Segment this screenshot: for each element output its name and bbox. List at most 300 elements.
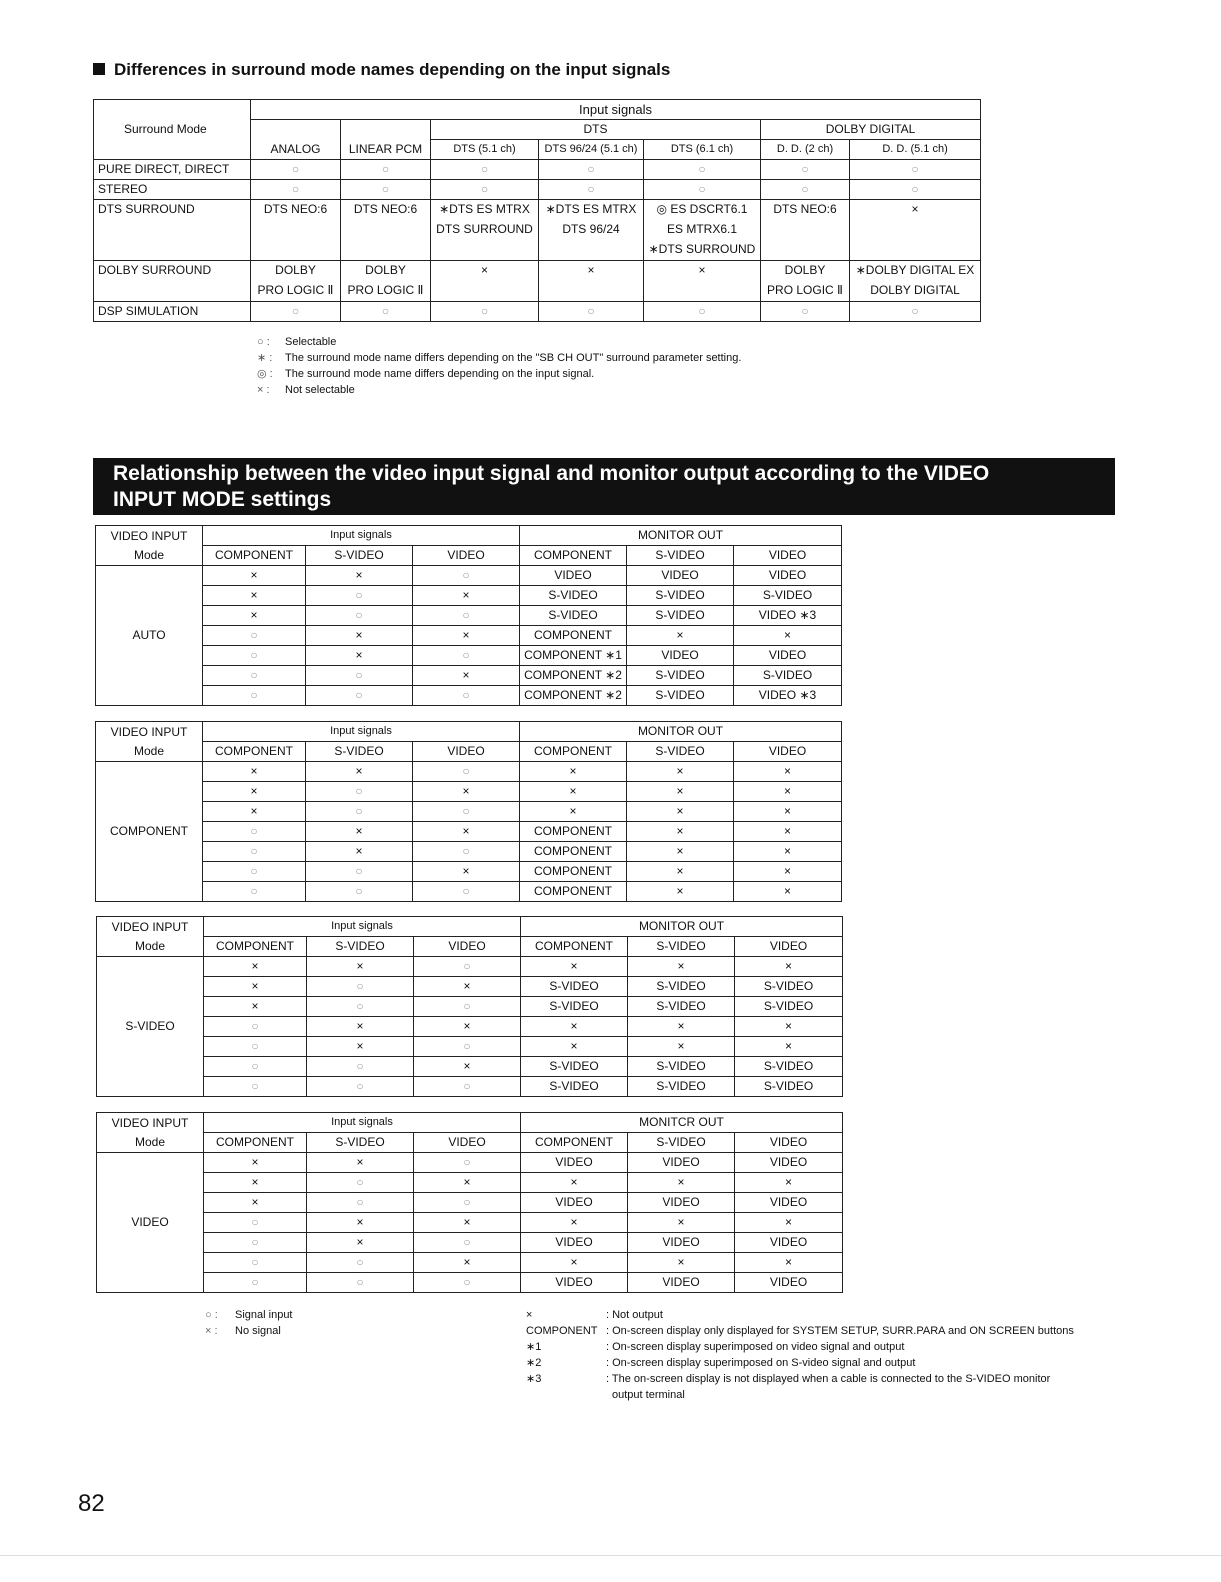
table-cell: × [203,782,306,802]
table-row [97,977,843,997]
table-row [97,1253,843,1273]
table-row [97,957,843,977]
table-row [97,1037,843,1057]
table-row [97,1017,843,1037]
cell-line: ∗DOLBY DIGITAL EX [855,263,975,277]
section-banner: Relationship between the video input signal and monitor output according to the VIDEO INPUT MODE settings [93,458,1115,515]
table-cell: S-VIDEO [521,1077,628,1097]
table-cell: ○ [307,1253,414,1273]
table-cell: VIDEO ∗3 [734,606,842,626]
table-cell: ○ [307,1077,414,1097]
table-cell: × [627,882,734,902]
col-header: VIDEO [414,937,521,957]
table-cell: × [627,762,734,782]
table-cell: S-VIDEO [735,1057,843,1077]
table-cell: ○ [307,997,414,1017]
table-cell: ○ [306,782,413,802]
table-cell: ○ [850,302,981,322]
surround-legend [257,334,741,398]
cell-line: DOLBY DIGITAL [870,283,960,297]
input-signals-header: Input signals [203,526,520,546]
legend-item: ∗3 : The on-screen display is not displayed when a cable is connected to the S-VIDEO monitor [526,1373,1051,1385]
cell-line: PRO LOGIC Ⅱ [347,283,424,297]
table-cell: × [627,862,734,882]
table-cell: × [735,1253,843,1273]
table-row [94,200,981,261]
table-row [94,261,981,302]
cell-line: DOLBY [365,263,406,277]
table-cell: × [521,1173,628,1193]
table-cell: S-VIDEO [521,977,628,997]
table-cell: × [414,1173,521,1193]
table-cell: ○ [414,1153,521,1173]
table-cell: ○ [307,977,414,997]
table-cell: COMPONENT ∗2 [520,686,627,706]
col-header: S-VIDEO [307,1133,414,1153]
table-cell: × [735,957,843,977]
table-cell: × [306,626,413,646]
video-legend-right [526,1307,1074,1403]
table-row [94,160,981,180]
table-cell: ○ [644,180,761,200]
table-cell: S-VIDEO [628,997,735,1017]
table-cell: VIDEO ∗3 [734,686,842,706]
table-cell: VIDEO [520,566,627,586]
corner-label: Surround Mode [94,100,251,160]
table-cell: × [306,762,413,782]
table-cell: × [734,782,842,802]
table-cell: × [734,862,842,882]
legend-item: × : Not selectable [257,384,355,396]
cell-line: × [911,202,919,216]
col-header: COMPONENT [203,546,306,566]
col-header: S-VIDEO [306,742,413,762]
video-mode-table-component [95,721,842,902]
table-cell: VIDEO [627,566,734,586]
table-cell: ○ [306,586,413,606]
table-cell: × [204,1173,307,1193]
table-cell: ○ [431,302,539,322]
table-cell: VIDEO [627,646,734,666]
table-cell: ○ [203,842,306,862]
table-cell: ○ [251,160,341,180]
table-cell: × [627,782,734,802]
monitor-out-header: MONITOR OUT [520,722,842,742]
table-cell: S-VIDEO [627,586,734,606]
table-row [97,1273,843,1293]
table-cell: S-VIDEO [734,666,842,686]
table-cell: × [628,957,735,977]
col-header: S-VIDEO [306,546,413,566]
mode-label: AUTO [96,566,203,706]
table-cell: ○ [431,180,539,200]
table-cell: ○ [306,606,413,626]
mode-header: VIDEO INPUT Mode [97,1113,204,1153]
table-cell: ○ [341,302,431,322]
table-cell: VIDEO [628,1233,735,1253]
table-cell: × [307,1213,414,1233]
table-cell: × [520,802,627,822]
table-cell [761,200,850,261]
table-cell: S-VIDEO [520,606,627,626]
table-cell: ○ [539,180,644,200]
col-header: VIDEO [735,1133,843,1153]
mode-label: VIDEO [97,1153,204,1293]
cell-line: ES MTRX6.1 [666,222,738,236]
table-cell: ○ [761,180,850,200]
table-cell: ○ [307,1273,414,1293]
table-row [96,646,842,666]
video-mode-table-s-video [96,916,843,1097]
table-cell: S-VIDEO [627,666,734,686]
table-cell: × [521,957,628,977]
table-row [94,180,981,200]
table-row [96,606,842,626]
table-cell: × [413,666,520,686]
table-cell: VIDEO [735,1233,843,1253]
table-cell: ○ [413,646,520,666]
table-cell: ○ [414,957,521,977]
legend-item: ◎ : The surround mode name differs depending on the input signal. [257,368,595,380]
cell-line: × [480,263,488,277]
section-title-surround: Differences in surround mode names depending on the input signals [93,60,670,80]
legend-item: ○ : Signal input [205,1309,293,1321]
table-cell: × [627,842,734,862]
table-cell: S-VIDEO [734,586,842,606]
col-header: D. D. (2 ch) [761,140,850,160]
table-cell: ○ [539,160,644,180]
table-cell: COMPONENT [520,882,627,902]
col-header: VIDEO [734,546,842,566]
cell-line: ∗DTS ES MTRX [439,202,530,216]
table-cell [644,200,761,261]
table-cell: ○ [539,302,644,322]
table-cell: COMPONENT [520,862,627,882]
table-cell: × [520,782,627,802]
table-cell: ○ [204,1233,307,1253]
table-cell: ○ [204,1273,307,1293]
cell-line: DTS NEO:6 [773,202,837,216]
table-cell: VIDEO [628,1193,735,1213]
table-cell: ○ [431,160,539,180]
cell-line: DTS SURROUND [436,222,533,236]
table-cell: × [735,1213,843,1233]
table-cell: × [521,1253,628,1273]
table-cell: S-VIDEO [735,977,843,997]
table-cell: S-VIDEO [521,997,628,1017]
table-row [96,822,842,842]
table-cell: × [413,862,520,882]
page-number: 82 [78,1490,105,1517]
table-cell: × [627,802,734,822]
table-row [96,762,842,782]
col-header: DTS (6.1 ch) [644,140,761,160]
table-cell: ○ [251,180,341,200]
row-mode-label: PURE DIRECT, DIRECT [94,160,251,180]
table-cell: ○ [761,160,850,180]
table-cell: × [413,626,520,646]
table-cell: ○ [204,1037,307,1057]
video-mode-table-video [96,1112,843,1293]
table-cell: × [734,802,842,822]
table-cell: × [204,997,307,1017]
col-linear-pcm: LINEAR PCM [341,120,431,160]
table-row [96,586,842,606]
table-cell: ○ [204,1077,307,1097]
col-header: VIDEO [735,937,843,957]
table-cell: ○ [644,160,761,180]
table-cell: ○ [413,606,520,626]
table-cell: VIDEO [521,1193,628,1213]
table-cell [341,261,431,302]
legend-item: ∗2 : On-screen display superimposed on S-video signal and output [526,1357,916,1369]
table-cell: × [414,1057,521,1077]
col-header: VIDEO [734,742,842,762]
table-cell: × [414,1253,521,1273]
table-cell: × [203,762,306,782]
table-cell: ○ [413,686,520,706]
monitor-out-header: MONITCR OUT [521,1113,843,1133]
table-row [94,302,981,322]
table-cell: × [203,606,306,626]
table-cell: × [204,977,307,997]
table-cell: ○ [414,1233,521,1253]
table-cell: × [521,1213,628,1233]
table-cell: ○ [644,302,761,322]
table-cell: COMPONENT ∗1 [520,646,627,666]
table-cell: × [204,957,307,977]
table-cell: × [735,1017,843,1037]
table-cell [850,261,981,302]
table-cell: VIDEO [521,1153,628,1173]
cell-line: PRO LOGIC Ⅱ [767,283,843,297]
cell-line: ∗DTS ES MTRX [545,202,637,216]
table-cell [251,200,341,261]
input-signals-header: Input signals [204,917,521,937]
table-cell: VIDEO [521,1273,628,1293]
table-cell: ○ [850,160,981,180]
monitor-out-header: MONITOR OUT [520,526,842,546]
table-cell: COMPONENT [520,626,627,646]
table-cell: ○ [413,566,520,586]
square-bullet-icon [93,63,105,75]
legend-item: ∗ : The surround mode name differs depending on the "SB CH OUT" surround parameter setting. [257,352,742,364]
table-cell: ○ [850,180,981,200]
col-header: D. D. (5.1 ch) [850,140,981,160]
table-cell: ○ [341,180,431,200]
table-cell: ○ [413,762,520,782]
col-header: S-VIDEO [627,742,734,762]
table-cell: ○ [307,1173,414,1193]
table-cell: × [307,1037,414,1057]
cell-line: DOLBY [275,263,316,277]
surround-mode-table [93,99,981,322]
legend-item: COMPONENT : On-screen display only displayed for SYSTEM SETUP, SURR.PARA and ON SCREEN buttons [526,1325,1074,1337]
table-cell: ○ [306,862,413,882]
table-cell: ○ [414,1273,521,1293]
mode-header: VIDEO INPUT Mode [96,722,203,762]
col-header: DTS (5.1 ch) [431,140,539,160]
table-cell: S-VIDEO [735,1077,843,1097]
cell-line: × [587,263,595,277]
table-cell: VIDEO [735,1153,843,1173]
table-cell [539,200,644,261]
group-dolby: DOLBY DIGITAL [761,120,981,140]
table-row [97,1193,843,1213]
table-cell: ○ [306,666,413,686]
col-header: VIDEO [413,742,520,762]
col-header: S-VIDEO [307,937,414,957]
video-mode-table-auto [95,525,842,706]
table-cell: × [628,1213,735,1233]
table-cell: × [735,1037,843,1057]
col-header: COMPONENT [521,937,628,957]
col-header: COMPONENT [203,742,306,762]
legend-item: output terminal [612,1389,685,1401]
col-header: COMPONENT [520,546,627,566]
row-mode-label: DTS SURROUND [94,200,251,261]
col-header: COMPONENT [520,742,627,762]
table-row [96,882,842,902]
table-cell: × [413,586,520,606]
table-cell: × [413,782,520,802]
table-cell [431,200,539,261]
col-header: VIDEO [413,546,520,566]
table-cell: ○ [413,802,520,822]
table-cell: × [204,1153,307,1173]
table-row [96,802,842,822]
col-header: S-VIDEO [628,1133,735,1153]
cell-line: PRO LOGIC Ⅱ [257,283,334,297]
row-mode-label: DSP SIMULATION [94,302,251,322]
table-cell: S-VIDEO [735,997,843,1017]
table-cell: S-VIDEO [520,586,627,606]
table-cell [850,200,981,261]
table-cell: × [627,822,734,842]
table-row [96,842,842,862]
table-cell: ○ [203,666,306,686]
table-cell: ○ [204,1213,307,1233]
video-legend-left [205,1307,293,1339]
table-cell: × [307,1233,414,1253]
table-cell: ○ [306,882,413,902]
table-cell: × [734,762,842,782]
col-header: COMPONENT [204,937,307,957]
table-cell: VIDEO [628,1273,735,1293]
table-cell: COMPONENT [520,842,627,862]
table-cell: × [307,1153,414,1173]
table-cell [431,261,539,302]
table-cell: × [306,822,413,842]
table-row [97,1233,843,1253]
legend-item: × : Not output [526,1309,663,1321]
cell-line: DTS 96/24 [562,222,620,236]
table-cell: ○ [307,1057,414,1077]
table-cell: ○ [761,302,850,322]
table-cell: VIDEO [734,646,842,666]
col-header: S-VIDEO [627,546,734,566]
table-cell: S-VIDEO [628,1077,735,1097]
col-header: DTS 96/24 (5.1 ch) [539,140,644,160]
table-cell: ○ [306,802,413,822]
table-cell: × [734,882,842,902]
table-cell: × [204,1193,307,1213]
table-row [96,782,842,802]
legend-item: ∗1 : On-screen display superimposed on video signal and output [526,1341,905,1353]
cell-line: ◎ ES DSCRT6.1 [656,202,748,216]
col-header: COMPONENT [204,1133,307,1153]
table-row [96,566,842,586]
col-header: COMPONENT [521,1133,628,1153]
mode-label: S-VIDEO [97,957,204,1097]
table-cell: ○ [413,842,520,862]
table-cell: × [520,762,627,782]
table-cell: VIDEO [735,1273,843,1293]
table-cell [539,261,644,302]
table-cell: S-VIDEO [521,1057,628,1077]
table-cell: ○ [307,1193,414,1213]
table-cell: × [414,1017,521,1037]
table-cell: × [628,1253,735,1273]
table-row [97,1173,843,1193]
input-signals-header: Input signals [251,100,981,120]
table-cell: ○ [203,882,306,902]
table-cell: × [628,1037,735,1057]
table-row [96,626,842,646]
table-cell: ○ [203,822,306,842]
table-cell: ○ [203,686,306,706]
table-row [96,686,842,706]
table-cell: × [521,1037,628,1057]
col-header: S-VIDEO [628,937,735,957]
table-cell: × [307,1017,414,1037]
table-cell: × [306,566,413,586]
legend-item: × : No signal [205,1325,281,1337]
table-cell: ○ [204,1017,307,1037]
table-cell: ○ [306,686,413,706]
table-cell: × [307,957,414,977]
row-mode-label: STEREO [94,180,251,200]
table-cell: VIDEO [521,1233,628,1253]
cell-line: × [698,263,706,277]
table-cell: × [203,566,306,586]
table-cell: ○ [414,1193,521,1213]
table-cell: VIDEO [734,566,842,586]
table-cell: ○ [203,626,306,646]
table-cell: ○ [414,997,521,1017]
table-row [96,666,842,686]
table-cell: × [734,842,842,862]
cell-line: DTS NEO:6 [353,202,418,216]
table-cell: × [627,626,734,646]
table-cell: S-VIDEO [627,686,734,706]
input-signals-header: Input signals [203,722,520,742]
table-cell: × [735,1173,843,1193]
table-cell: ○ [203,862,306,882]
table-cell: ○ [204,1253,307,1273]
table-cell: × [306,842,413,862]
table-cell: × [414,977,521,997]
table-cell: × [413,822,520,842]
table-cell: COMPONENT ∗2 [520,666,627,686]
col-analog: ANALOG [251,120,341,160]
legend-item: ○ : Selectable [257,336,337,348]
table-cell: VIDEO [628,1153,735,1173]
col-header: VIDEO [414,1133,521,1153]
table-cell: S-VIDEO [628,1057,735,1077]
table-cell: VIDEO [735,1193,843,1213]
table-row [97,1057,843,1077]
